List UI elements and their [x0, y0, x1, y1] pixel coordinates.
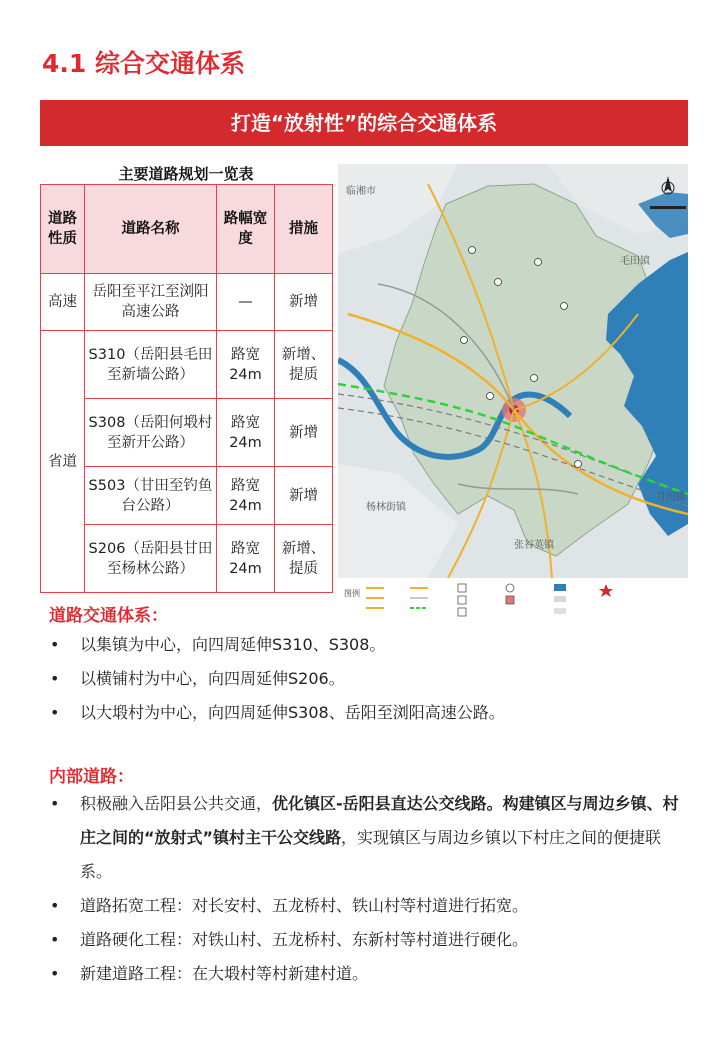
list-item-text: 以大塅村为中心，向四周延伸S308、岳阳至浏阳高速公路。: [80, 703, 505, 722]
road-name-cell: S503（甘田至钓鱼台公路）: [85, 467, 217, 525]
road-measure-cell: 新增: [275, 399, 333, 467]
list-item-bold-text: 优化镇区-岳阳县直达公交线路。构建镇区与周边乡镇、村庄之间的“放射式”镇村主干公交线路: [80, 794, 679, 847]
table-header-row: [41, 185, 333, 274]
list-item-text: 道路硬化工程：对铁山村、五龙桥村、东新村等村道进行硬化。: [80, 930, 529, 949]
map-label: 张谷英镇: [514, 540, 554, 551]
road-width-cell: 路宽24m: [217, 525, 275, 593]
map-legend: [338, 580, 688, 620]
table-title: 主要道路规划一览表: [118, 165, 254, 183]
list-item-text: 积极融入岳阳县公共交通，: [80, 794, 273, 813]
road-plan-table: [40, 184, 333, 593]
road-measure-cell: 新增、提质: [275, 525, 333, 593]
list-item: • 以集镇为中心，向四周延伸S310、S308。: [50, 635, 386, 654]
road-plan-map: [338, 164, 688, 578]
map-label: 临湘市: [346, 186, 376, 197]
list-item-text: ，实现镇区与周边乡镇以下村庄之间的便捷联系。: [80, 828, 662, 881]
list-item-text: 道路拓宽工程：对长安村、五龙桥村、铁山村等村道进行拓宽。: [80, 896, 529, 915]
list-item-text: 以横铺村为中心，向四周延伸S206。: [80, 669, 345, 688]
road-name-cell: 岳阳至平江至浏阳高速公路: [85, 274, 217, 331]
road-width-cell: —: [217, 274, 275, 331]
list-item: • 积极融入岳阳县公共交通，优化镇区-岳阳县直达公交线路。构建镇区与周边乡镇、村庄之间的“放射式”镇村主干公交线路，实现镇区与周边乡镇以下村庄之间的便捷联系。: [50, 794, 679, 881]
road-name-cell: S206（岳阳县甘田至杨林公路）: [85, 525, 217, 593]
road-width-cell: 路宽24m: [217, 467, 275, 525]
legend-title: 图例: [344, 589, 360, 598]
table-row: [41, 399, 333, 467]
road-type-cell: 省道: [41, 331, 85, 593]
map-label: 杨林街镇: [366, 502, 406, 513]
table-row: [41, 274, 333, 331]
road-name-cell: S308（岳阳何塅村至新开公路）: [85, 399, 217, 467]
list-item: • 以大塅村为中心，向四周延伸S308、岳阳至浏阳高速公路。: [50, 703, 505, 722]
list-item: • 道路拓宽工程：对长安村、五龙桥村、铁山村等村道进行拓宽。: [50, 896, 529, 915]
road-system-list: [48, 628, 688, 730]
table-row: [41, 467, 333, 525]
header-type: 道路性质: [41, 185, 85, 274]
internal-roads-list: [48, 787, 680, 991]
header-measure: 措施: [275, 185, 333, 274]
header-width: 路幅宽度: [217, 185, 275, 274]
list-item: • 新建道路工程：在大塅村等村新建村道。: [50, 964, 369, 983]
road-type-cell: 高速: [41, 274, 85, 331]
map-label: 月田镇: [656, 492, 686, 503]
road-width-cell: 路宽24m: [217, 331, 275, 399]
list-item-text: 新建道路工程：在大塅村等村新建村道。: [80, 964, 369, 983]
table-row: [41, 525, 333, 593]
page-title: 4.1 综合交通体系: [42, 49, 245, 78]
road-system-heading: 道路交通体系：: [49, 606, 168, 626]
road-name-cell: S310（岳阳县毛田至新墙公路）: [85, 331, 217, 399]
road-measure-cell: 新增: [275, 467, 333, 525]
internal-roads-heading: 内部道路：: [49, 767, 134, 787]
list-item: • 以横铺村为中心，向四周延伸S206。: [50, 669, 345, 688]
list-item-text: 以集镇为中心，向四周延伸S310、S308。: [80, 635, 386, 654]
banner-title: 打造“放射性”的综合交通体系: [40, 100, 688, 146]
map-label: 毛田镇: [620, 256, 650, 267]
header-name: 道路名称: [85, 185, 217, 274]
road-width-cell: 路宽24m: [217, 399, 275, 467]
road-measure-cell: 新增、提质: [275, 331, 333, 399]
road-measure-cell: 新增: [275, 274, 333, 331]
list-item: • 道路硬化工程：对铁山村、五龙桥村、东新村等村道进行硬化。: [50, 930, 529, 949]
table-row: [41, 331, 333, 399]
